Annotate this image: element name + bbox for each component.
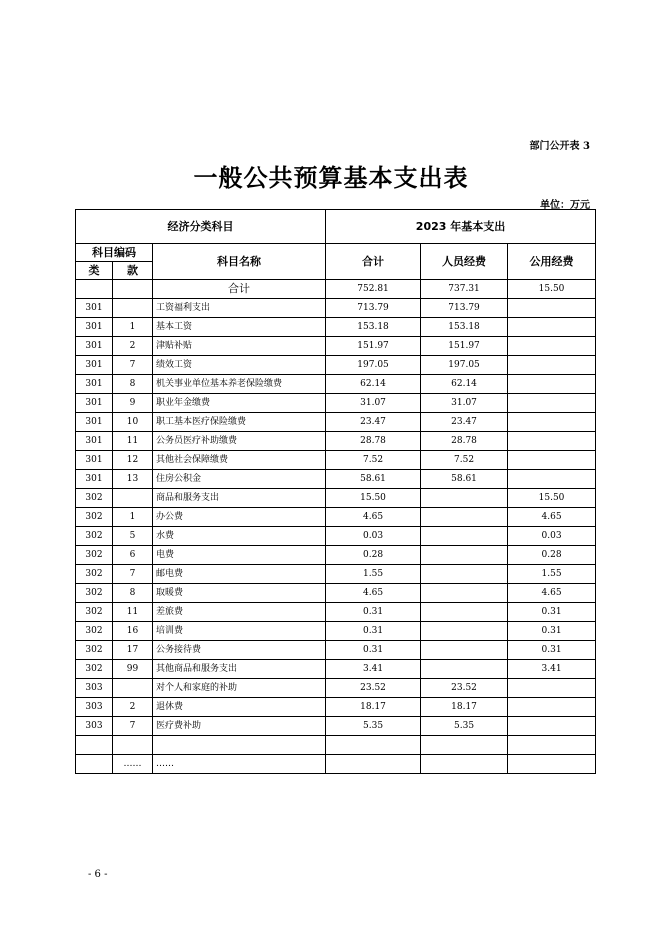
econ-class-header: 经济分类科目: [76, 210, 326, 244]
cell-name: 医疗费补助: [153, 717, 326, 736]
cell-total: [326, 755, 421, 774]
cell-name: 机关事业单位基本养老保险缴费: [153, 375, 326, 394]
cell-personnel: [421, 622, 508, 641]
cell-cls: 302: [76, 641, 113, 660]
cell-total: 0.31: [326, 641, 421, 660]
page-number: - 6 -: [88, 869, 108, 880]
cell-cls: [76, 736, 113, 755]
cell-name: 电费: [153, 546, 326, 565]
cell-name: 津贴补贴: [153, 337, 326, 356]
table-row: [76, 356, 596, 375]
table-row: [76, 299, 596, 318]
form-number: 部门公开表 3: [529, 141, 590, 152]
cell-public: 4.65: [508, 508, 596, 527]
cell-item: 2: [113, 698, 153, 717]
table-row: [76, 451, 596, 470]
cell-personnel: 5.35: [421, 717, 508, 736]
cell-name: 住房公积金: [153, 470, 326, 489]
cell-item: 99: [113, 660, 153, 679]
total-row-personnel: 737.31: [421, 280, 508, 299]
cell-name: ……: [153, 755, 326, 774]
cell-item: 1: [113, 508, 153, 527]
cell-name: 工资福利支出: [153, 299, 326, 318]
cell-total: 1.55: [326, 565, 421, 584]
cell-public: [508, 451, 596, 470]
cell-public: 0.03: [508, 527, 596, 546]
cell-public: [508, 470, 596, 489]
cell-cls: [76, 755, 113, 774]
cell-name: 对个人和家庭的补助: [153, 679, 326, 698]
cell-personnel: [421, 660, 508, 679]
cell-cls: 301: [76, 356, 113, 375]
table-row: [76, 679, 596, 698]
cell-total: 15.50: [326, 489, 421, 508]
cell-cls: 301: [76, 432, 113, 451]
cell-name: 差旅费: [153, 603, 326, 622]
cell-personnel: [421, 584, 508, 603]
cell-item: 8: [113, 584, 153, 603]
cell-public: [508, 337, 596, 356]
cell-cls: 301: [76, 451, 113, 470]
cell-item: 12: [113, 451, 153, 470]
cell-total: 4.65: [326, 508, 421, 527]
table-row: [76, 470, 596, 489]
cell-public: [508, 318, 596, 337]
table-row: [76, 622, 596, 641]
cell-item: 17: [113, 641, 153, 660]
subject-code-header: 科目编码: [76, 244, 153, 262]
table-row: [76, 489, 596, 508]
cell-total: 153.18: [326, 318, 421, 337]
cell-total: 23.47: [326, 413, 421, 432]
cell-item: [113, 489, 153, 508]
cell-public: 0.28: [508, 546, 596, 565]
cell-public: [508, 356, 596, 375]
cell-cls: 302: [76, 508, 113, 527]
cell-cls: 303: [76, 698, 113, 717]
cell-personnel: [421, 489, 508, 508]
total-row-label: 合计: [153, 280, 326, 299]
table-row: [76, 717, 596, 736]
cell-item: 11: [113, 603, 153, 622]
cell-total: 5.35: [326, 717, 421, 736]
personnel-header: 人员经费: [421, 244, 508, 280]
total-header: 合计: [326, 244, 421, 280]
cell-total: 62.14: [326, 375, 421, 394]
cell-cls: 301: [76, 375, 113, 394]
cell-item: [113, 736, 153, 755]
cell-total: 713.79: [326, 299, 421, 318]
cell-public: [508, 736, 596, 755]
cell-item: [113, 299, 153, 318]
cell-total: 31.07: [326, 394, 421, 413]
table-row: [76, 584, 596, 603]
cell-total: 28.78: [326, 432, 421, 451]
cell-item: 7: [113, 565, 153, 584]
cell-personnel: 7.52: [421, 451, 508, 470]
total-row-total: 752.81: [326, 280, 421, 299]
page-title: 一般公共预算基本支出表: [193, 164, 469, 192]
cell-item: 11: [113, 432, 153, 451]
cell-total: 18.17: [326, 698, 421, 717]
cell-total: 4.65: [326, 584, 421, 603]
cell-personnel: [421, 565, 508, 584]
cell-public: [508, 755, 596, 774]
cell-personnel: 23.47: [421, 413, 508, 432]
table-row: [76, 413, 596, 432]
table-row: [76, 375, 596, 394]
cell-item: ……: [113, 755, 153, 774]
cell-name: 基本工资: [153, 318, 326, 337]
table-row: [76, 755, 596, 774]
cell-name: 公务员医疗补助缴费: [153, 432, 326, 451]
cell-cls: 302: [76, 565, 113, 584]
cell-personnel: 713.79: [421, 299, 508, 318]
cell-public: [508, 394, 596, 413]
cell-name: 其他社会保障缴费: [153, 451, 326, 470]
cell-total: 0.31: [326, 603, 421, 622]
total-row-public: 15.50: [508, 280, 596, 299]
cell-personnel: 28.78: [421, 432, 508, 451]
table-row: [76, 432, 596, 451]
cell-cls: 302: [76, 489, 113, 508]
cell-personnel: [421, 736, 508, 755]
cell-name: 其他商品和服务支出: [153, 660, 326, 679]
class-header: 类: [76, 262, 113, 280]
cell-personnel: [421, 755, 508, 774]
cell-total: 58.61: [326, 470, 421, 489]
cell-total: [326, 736, 421, 755]
cell-public: [508, 375, 596, 394]
cell-personnel: [421, 641, 508, 660]
cell-cls: 301: [76, 413, 113, 432]
cell-public: [508, 432, 596, 451]
cell-personnel: 151.97: [421, 337, 508, 356]
cell-name: 邮电费: [153, 565, 326, 584]
total-row-cls: [76, 280, 113, 299]
cell-cls: 301: [76, 337, 113, 356]
table-row: [76, 698, 596, 717]
public-header: 公用经费: [508, 244, 596, 280]
cell-cls: 301: [76, 394, 113, 413]
cell-public: 0.31: [508, 641, 596, 660]
cell-personnel: [421, 603, 508, 622]
table-row: [76, 527, 596, 546]
cell-public: [508, 698, 596, 717]
total-row-item: [113, 280, 153, 299]
table-row: [76, 394, 596, 413]
table-row: [76, 641, 596, 660]
cell-total: 23.52: [326, 679, 421, 698]
cell-name: 办公费: [153, 508, 326, 527]
cell-item: 8: [113, 375, 153, 394]
cell-name: 公务接待费: [153, 641, 326, 660]
unit-label: 单位：万元: [540, 200, 590, 211]
cell-total: 7.52: [326, 451, 421, 470]
cell-item: [113, 679, 153, 698]
cell-cls: 303: [76, 717, 113, 736]
cell-name: 绩效工资: [153, 356, 326, 375]
cell-public: [508, 413, 596, 432]
table-row: [76, 546, 596, 565]
subject-name-header: 科目名称: [153, 244, 326, 280]
cell-item: 7: [113, 717, 153, 736]
budget-table: [75, 209, 596, 774]
cell-personnel: 62.14: [421, 375, 508, 394]
year-expense-header: 2023 年基本支出: [326, 210, 596, 244]
header-row-1: [76, 210, 596, 244]
table-row: [76, 318, 596, 337]
cell-item: 9: [113, 394, 153, 413]
cell-total: 197.05: [326, 356, 421, 375]
cell-public: [508, 717, 596, 736]
cell-public: 3.41: [508, 660, 596, 679]
cell-total: 0.31: [326, 622, 421, 641]
cell-personnel: [421, 508, 508, 527]
cell-personnel: 23.52: [421, 679, 508, 698]
cell-name: 职工基本医疗保险缴费: [153, 413, 326, 432]
cell-item: 1: [113, 318, 153, 337]
cell-personnel: 197.05: [421, 356, 508, 375]
cell-cls: 301: [76, 299, 113, 318]
cell-personnel: [421, 527, 508, 546]
table-row: [76, 660, 596, 679]
table-row: [76, 565, 596, 584]
cell-item: 16: [113, 622, 153, 641]
cell-item: 2: [113, 337, 153, 356]
table-row: [76, 603, 596, 622]
cell-public: 1.55: [508, 565, 596, 584]
cell-public: 0.31: [508, 603, 596, 622]
cell-cls: 302: [76, 603, 113, 622]
cell-cls: 301: [76, 470, 113, 489]
cell-public: 0.31: [508, 622, 596, 641]
cell-personnel: 153.18: [421, 318, 508, 337]
cell-public: [508, 679, 596, 698]
cell-item: 10: [113, 413, 153, 432]
cell-personnel: 31.07: [421, 394, 508, 413]
cell-name: 商品和服务支出: [153, 489, 326, 508]
cell-total: 0.03: [326, 527, 421, 546]
cell-personnel: 18.17: [421, 698, 508, 717]
cell-cls: 303: [76, 679, 113, 698]
cell-item: 13: [113, 470, 153, 489]
cell-name: 退休费: [153, 698, 326, 717]
cell-public: 4.65: [508, 584, 596, 603]
cell-name: 取暖费: [153, 584, 326, 603]
cell-total: 151.97: [326, 337, 421, 356]
table-row: [76, 736, 596, 755]
cell-cls: 302: [76, 527, 113, 546]
cell-cls: 301: [76, 318, 113, 337]
cell-cls: 302: [76, 584, 113, 603]
cell-total: 0.28: [326, 546, 421, 565]
cell-public: 15.50: [508, 489, 596, 508]
table-row: [76, 337, 596, 356]
header-row-2: [76, 244, 596, 262]
cell-cls: 302: [76, 660, 113, 679]
total-row: [76, 280, 596, 299]
table-row: [76, 508, 596, 527]
cell-item: 6: [113, 546, 153, 565]
cell-cls: 302: [76, 546, 113, 565]
cell-name: 水费: [153, 527, 326, 546]
cell-personnel: [421, 546, 508, 565]
cell-total: 3.41: [326, 660, 421, 679]
cell-item: 7: [113, 356, 153, 375]
cell-item: 5: [113, 527, 153, 546]
cell-name: 职业年金缴费: [153, 394, 326, 413]
cell-cls: 302: [76, 622, 113, 641]
cell-personnel: 58.61: [421, 470, 508, 489]
cell-public: [508, 299, 596, 318]
item-header: 款: [113, 262, 153, 280]
cell-name: 培训费: [153, 622, 326, 641]
cell-name: [153, 736, 326, 755]
